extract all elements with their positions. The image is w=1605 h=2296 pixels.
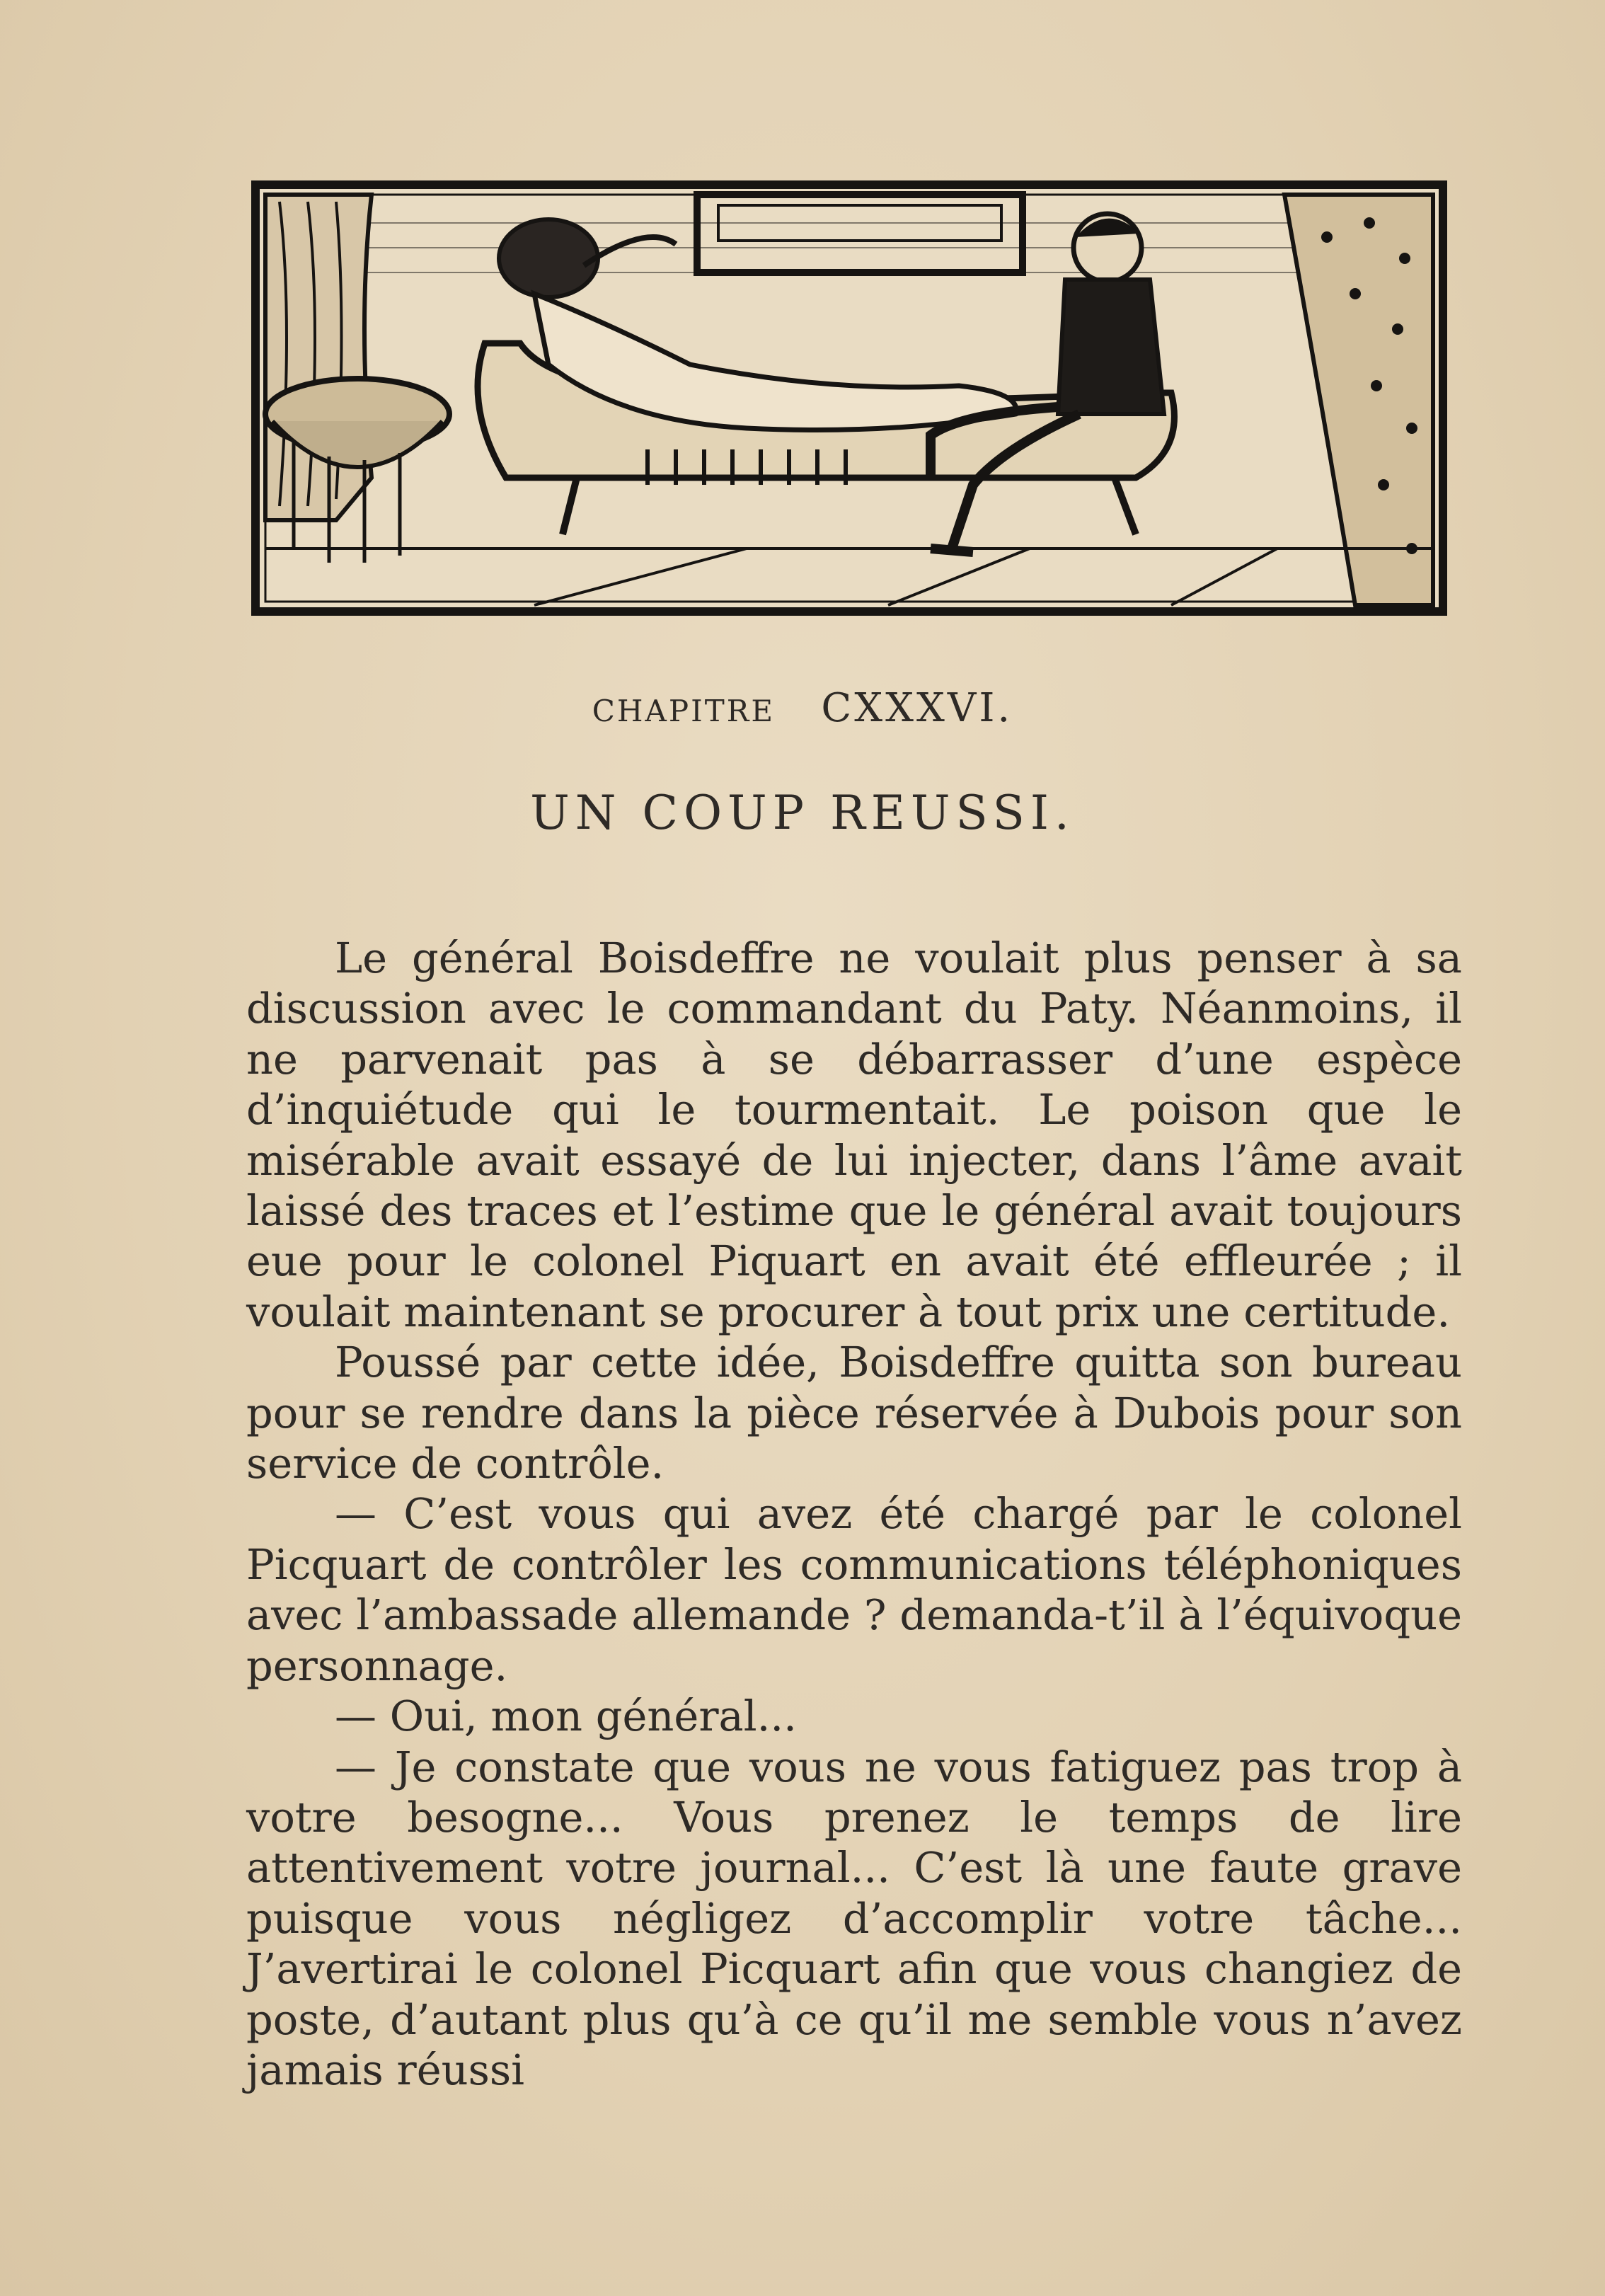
chapter-title: UN COUP REUSSI. <box>530 786 1075 840</box>
paragraph: Poussé par cette idée, Boisdeffre quitta son bureau pour se rendre dans la pièce réservée à Dubois pour son service de contrôle. <box>246 1338 1462 1488</box>
chapter-number: CXXXVI. <box>821 685 1013 731</box>
paragraph: — Je constate que vous ne vous fatiguez pas trop à votre besogne... Vous prenez le temps de lire attentivement votre journal... C’est là une faute grave puisque vous négligez d’accomplir votre tâche... J’avertirai le colonel Picquart afin que vous changiez de poste, d’autant plus qu’à ce qu’il me semble vous n’avez jamais réussi <box>246 1742 1462 2094</box>
chapter-label: CHAPITRE <box>592 694 776 728</box>
paragraph: — C’est vous qui avez été chargé par le colonel Picquart de contrôler les communications téléphoniques avec l’ambassade allemande ? demanda-t’il à l’équivoque personnage. <box>246 1489 1462 1690</box>
paragraph: Le général Boisdeffre ne voulait plus penser à sa discussion avec le commandant du Paty. Néanmoins, il ne parvenait pas à se débarrasser d’une espèce d’inquiétude qui le tourmentait. Le poison que le misérable avait essayé de lui injecter, dans l’âme avait laissé des traces et l’estime que le général avait toujours eue pour le colonel Piquart en avait été effleurée ; il voulait maintenant se procurer à tout prix une certitude. <box>246 934 1462 1336</box>
body-text <box>246 933 1462 2095</box>
paragraph: — Oui, mon général... <box>335 1692 797 1741</box>
chapter-heading <box>0 685 1605 731</box>
chapter-illustration <box>251 180 1447 616</box>
